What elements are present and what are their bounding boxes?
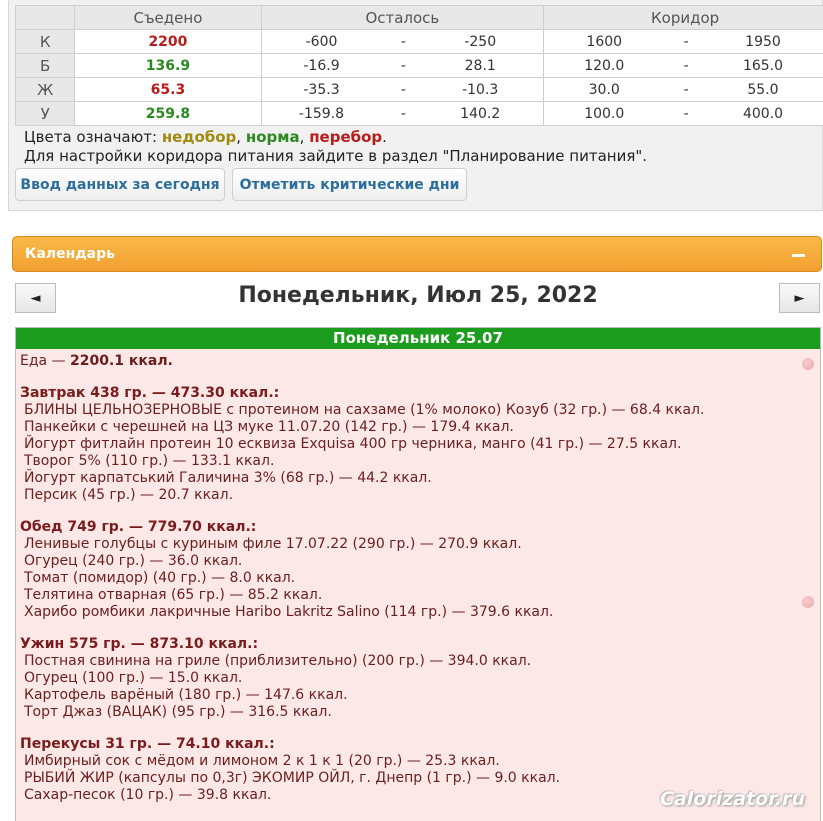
food-item: Картофель варёный (180 гр.) — 147.6 ккал.: [24, 687, 348, 703]
eaten-value: 65.3: [75, 78, 261, 102]
current-date: Понедельник, Июл 25, 2022: [238, 283, 598, 308]
range-dash: -: [400, 57, 406, 74]
header-empty: [16, 6, 75, 30]
food-item: Торт Джаз (ВАЦАК) (95 гр.) — 316.5 ккал.: [24, 704, 332, 720]
meal-header: Ужин 575 гр. — 873.10 ккал.:: [20, 636, 259, 652]
legend-norm: норма: [245, 128, 300, 146]
calendar-header[interactable]: [12, 236, 822, 272]
decoration-mark: [802, 358, 814, 370]
range-dash: -: [400, 81, 406, 98]
food-item: Йогурт карпатський Галичина 3% (68 гр.) — 44.2 ккал.: [24, 470, 432, 486]
enter-today-button[interactable]: Ввод данных за сегодня: [15, 168, 225, 201]
range-dash: -: [400, 105, 406, 122]
food-item: Томат (помидор) (40 гр.) — 8.0 ккал.: [24, 570, 296, 586]
range-dash: -: [683, 57, 689, 74]
meal-header: Перекусы 31 гр. — 74.10 ккал.:: [20, 736, 275, 752]
left-range-from: -35.3: [303, 81, 340, 98]
corridor-range: [544, 54, 823, 78]
corridor-range-to: 400.0: [742, 105, 784, 122]
left-range-from: -600: [305, 33, 338, 50]
nutrition-row: [16, 30, 823, 54]
legend-over: перебор: [309, 128, 383, 146]
header-eaten: Съедено: [75, 6, 261, 30]
left-range: [261, 54, 544, 78]
nutrition-row: [16, 102, 823, 126]
food-item: Йогурт фитлайн протеин 10 есквиза Exquisa 400 гр черника, манго (41 гр.) — 27.5 ккал.: [24, 436, 682, 452]
corridor-range: [544, 30, 823, 54]
day-details: [15, 327, 821, 821]
color-legend: Цвета означают: недобор, норма, перебор. Для настройки коридора питания зайдите в раздел "Планирование питания".: [24, 128, 648, 165]
decoration-mark: [802, 596, 814, 608]
eaten-value: 136.9: [75, 54, 261, 78]
row-label: Ж: [16, 78, 75, 102]
prev-day-button[interactable]: ◄: [15, 283, 56, 313]
meal-header: Обед 749 гр. — 779.70 ккал.:: [20, 519, 257, 535]
header-corridor: Коридор: [544, 6, 823, 30]
corridor-range: [544, 78, 823, 102]
watermark-logo: Calorizator.ru: [660, 788, 806, 810]
corridor-range-to: 55.0: [747, 81, 779, 98]
range-dash: -: [683, 105, 689, 122]
meal-header: Завтрак 438 гр. — 473.30 ккал.:: [20, 385, 280, 401]
left-range-from: -159.8: [298, 105, 345, 122]
food-item: Сахар-песок (10 гр.) — 39.8 ккал.: [24, 787, 272, 803]
nutrition-row: [16, 54, 823, 78]
left-range-to: 140.2: [460, 105, 501, 122]
left-range-to: -10.3: [462, 81, 499, 98]
legend-under: недобор: [161, 128, 237, 146]
corridor-range-from: 1600: [586, 33, 623, 50]
critical-days-button[interactable]: Отметить критические дни: [232, 168, 467, 201]
food-item: Постная свинина на гриле (приблизительно) (200 гр.) — 394.0 ккал.: [24, 653, 532, 669]
corridor-range-from: 30.0: [588, 81, 620, 98]
food-total: Еда — 2200.1 ккал.: [20, 353, 173, 369]
food-item: БЛИНЫ ЦЕЛЬНОЗЕРНОВЫЕ с протеином на сахзаме (1% молоко) Козуб (32 гр.) — 68.4 ккал.: [24, 402, 705, 418]
left-range: [261, 102, 544, 126]
row-label: У: [16, 102, 75, 126]
food-item: Огурец (240 гр.) — 36.0 ккал.: [24, 553, 243, 569]
left-range-from: -16.9: [303, 57, 340, 74]
food-item: Имбирный сок с мёдом и лимоном 2 к 1 к 1 (20 гр.) — 25.3 ккал.: [24, 753, 500, 769]
corridor-range-from: 120.0: [584, 57, 625, 74]
range-dash: -: [683, 33, 689, 50]
nutrition-table: [15, 5, 823, 126]
corridor-range-to: 1950: [745, 33, 781, 50]
corridor-hint: Для настройки коридора питания зайдите в раздел "Планирование питания".: [24, 147, 648, 165]
food-item: Персик (45 гр.) — 20.7 ккал.: [24, 487, 234, 503]
corridor-range: [544, 102, 823, 126]
row-label: К: [16, 30, 75, 54]
collapse-icon[interactable]: [792, 254, 805, 257]
range-dash: -: [683, 81, 689, 98]
day-bar: Понедельник 25.07: [16, 328, 820, 349]
corridor-range-from: 100.0: [584, 105, 625, 122]
left-range: [261, 30, 544, 54]
day-food-list: [16, 349, 820, 804]
nutrition-row: [16, 78, 823, 102]
food-item: Харибо ромбики лакричные Haribo Lakritz Salino (114 гр.) — 379.6 ккал.: [24, 604, 554, 620]
meal-block: [20, 385, 816, 504]
calendar-title: Календарь: [25, 246, 115, 262]
row-label: Б: [16, 54, 75, 78]
left-range-to: -250: [464, 33, 497, 50]
header-left: Осталось: [261, 6, 544, 30]
nutrition-summary-panel: [8, 0, 823, 211]
food-item: РЫБИЙ ЖИР (капсулы по 0,3г) ЭКОМИР ОЙЛ, г. Днепр (1 гр.) — 9.0 ккал.: [24, 770, 561, 786]
next-day-button[interactable]: ►: [779, 283, 820, 313]
food-item: Огурец (100 гр.) — 15.0 ккал.: [24, 670, 243, 686]
food-item: Панкейки с черешней на ЦЗ муке 11.07.20 (142 гр.) — 179.4 ккал.: [24, 419, 514, 435]
food-item: Телятина отварная (65 гр.) — 85.2 ккал.: [24, 587, 323, 603]
eaten-value: 259.8: [75, 102, 261, 126]
meal-block: [20, 519, 816, 621]
eaten-value: 2200: [75, 30, 261, 54]
meal-block: [20, 636, 816, 721]
food-item: Творог 5% (110 гр.) — 133.1 ккал.: [24, 453, 275, 469]
range-dash: -: [400, 33, 406, 50]
left-range: [261, 78, 544, 102]
corridor-range-to: 165.0: [742, 57, 784, 74]
food-item: Ленивые голубцы с куриным филе 17.07.22 (290 гр.) — 270.9 ккал.: [24, 536, 522, 552]
left-range-to: 28.1: [464, 57, 496, 74]
